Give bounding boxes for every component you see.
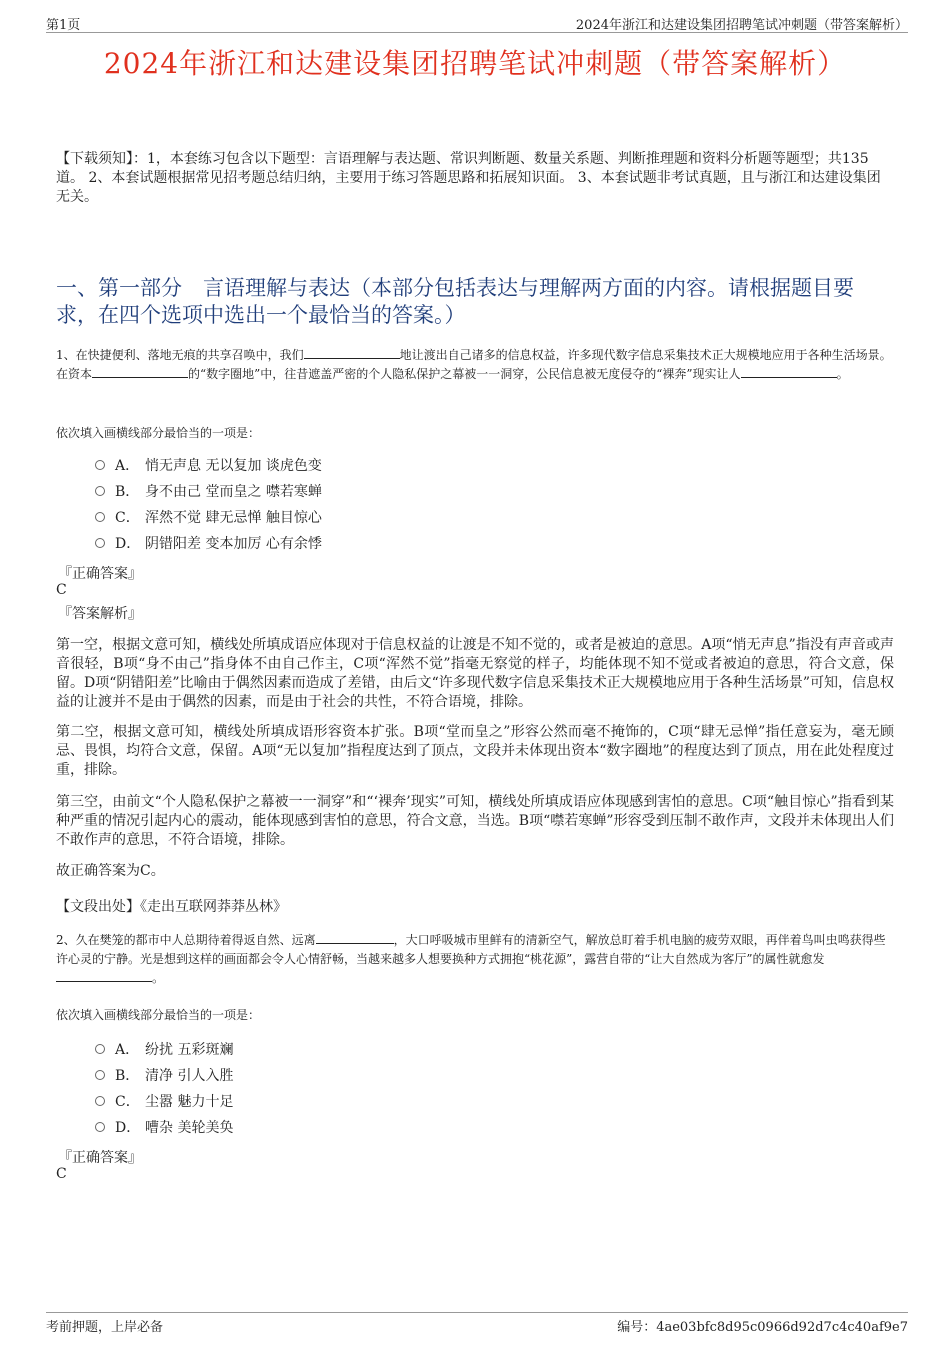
correct-answer: C (56, 1166, 67, 1182)
document-id: 编号：4ae03bfc8d95c0966d92d7c4c40af9e7 (617, 1320, 908, 1335)
footer-slogan: 考前押题，上岸必备 (46, 1320, 164, 1335)
option-d[interactable] (95, 531, 322, 557)
option-c[interactable] (95, 1089, 233, 1115)
document-title: 2024年浙江和达建设集团招聘笔试冲刺题（带答案解析） (103, 47, 847, 80)
option-a[interactable] (95, 453, 322, 479)
question-2-part-1: 2、久在樊笼的都市中人总期待着得返自然、远离 (56, 933, 316, 947)
question-1-text (56, 346, 894, 384)
question-1-options (95, 453, 322, 557)
fill-blank (741, 365, 837, 378)
section-heading: 一、第一部分 言语理解与表达（本部分包括表达与理解两方面的内容。请根据题目要求，在四个选项中选出一个最恰当的答案。） (56, 276, 854, 327)
option-letter: B． (115, 1068, 140, 1084)
radio-icon[interactable] (95, 460, 105, 470)
option-letter: A． (115, 458, 140, 474)
analysis-conclusion: 故正确答案为C。 (56, 863, 165, 879)
radio-icon[interactable] (95, 1044, 105, 1054)
option-letter: D． (115, 1120, 141, 1136)
option-text: 纷扰 五彩斑斓 (145, 1042, 234, 1058)
option-text: 清净 引人入胜 (145, 1068, 234, 1084)
option-letter: D． (115, 536, 141, 552)
option-text: 身不由己 堂而皇之 噤若寒蝉 (145, 484, 322, 500)
option-b[interactable] (95, 1063, 233, 1089)
fill-blank (92, 365, 188, 378)
analysis-paragraph-2: 第二空，根据文意可知，横线处所填成语形容资本扩张。B项“堂而皇之”形容公然而毫不掩饰的，C项“肆无忌惮”指任意妄为，毫无顾忌、畏惧，均符合文意，保留。A项“无以复加”指程度达到了顶点，文段并未体现出资本“数字圈地”的程度达到了顶点，用在此处程度过重，排除。 (56, 724, 894, 778)
analysis-label: 『答案解析』 (58, 606, 142, 622)
option-text: 嘈杂 美轮美奂 (145, 1120, 234, 1136)
question-2-prompt: 依次填入画横线部分最恰当的一项是： (56, 1008, 261, 1022)
fill-blank (316, 931, 394, 944)
question-1-prompt: 依次填入画横线部分最恰当的一项是： (56, 426, 261, 440)
radio-icon[interactable] (95, 512, 105, 522)
page-number: 第1页 (46, 18, 81, 33)
option-a[interactable] (95, 1037, 233, 1063)
radio-icon[interactable] (95, 486, 105, 496)
option-letter: B． (115, 484, 140, 500)
option-text: 尘嚣 魅力十足 (145, 1094, 234, 1110)
download-notice: 【下载须知】：1，本套练习包含以下题型：言语理解与表达题、常识判断题、数量关系题、判断推理题和资料分析题等题型；共135道。 2、本套试题根据常见招考题总结归纳，主要用于练习答题思路和拓展知识面。 3、本套试题非考试真题，且与浙江和达建设集团无关。 (56, 151, 881, 205)
question-1-part-4: 。 (836, 367, 849, 381)
option-letter: C． (115, 510, 140, 526)
radio-icon[interactable] (95, 1096, 105, 1106)
fill-blank (304, 346, 400, 359)
passage-source: 【文段出处】《走出互联网莽莽丛林》 (56, 899, 287, 915)
option-d[interactable] (95, 1115, 233, 1141)
option-c[interactable] (95, 505, 322, 531)
question-1-part-2: 地让渡出自己诸多的信息权益，许多现代数字信息采集技术正大规模地应用于各种生活场景。在资本 (56, 348, 892, 381)
analysis-paragraph-3: 第三空，由前文“个人隐私保护之幕被一一洞穿”和“‘裸奔’现实”可知，横线处所填成语应体现感到害怕的意思。C项“触目惊心”指看到某种严重的情况引起内心的震动，能体现感到害怕的意思，符合文意，当选。B项“噤若寒蝉”形容受到压制不敢作声，文段并未体现出人们不敢作声的意思，不符合语境，排除。 (56, 794, 894, 848)
analysis-paragraph-1: 第一空，根据文意可知，横线处所填成语应体现对于信息权益的让渡是不知不觉的，或者是被迫的意思。A项“悄无声息”指没有声音或声音很轻，B项“身不由己”指身体不由自己作主，C项“浑然不觉”指毫无察觉的样子，均能体现不知不觉或者被迫的意思，符合文意，保留。D项“阴错阳差”比喻由于偶然因素而造成了差错，由后文“许多现代数字信息采集技术正大规模地应用于各种生活场景”可知，信息权益的让渡并不是由于偶然的因素，而是由于社会的共性，不符合语境，排除。 (56, 637, 894, 710)
radio-icon[interactable] (95, 1122, 105, 1132)
option-text: 浑然不觉 肆无忌惮 触目惊心 (145, 510, 322, 526)
question-2-options (95, 1037, 233, 1141)
fill-blank (56, 969, 152, 982)
option-text: 悄无声息 无以复加 谈虎色变 (145, 458, 322, 474)
question-1-part-1: 1、在快捷便利、落地无痕的共享召唤中，我们 (56, 348, 304, 362)
correct-answer: C (56, 582, 67, 598)
question-2-part-2: ，大口呼吸城市里鲜有的清新空气，解放总盯着手机电脑的疲劳双眼，再伴着鸟叫虫鸣获得些许心灵的宁静。光是想到这样的画面都会令人心情舒畅，当越来越多人想要换种方式拥抱“桃花源”，露营自带的“让大自然成为客厅”的属性就愈发 (56, 933, 886, 966)
page-footer (46, 1312, 908, 1335)
option-b[interactable] (95, 479, 322, 505)
radio-icon[interactable] (95, 538, 105, 548)
question-1-part-3: 的“数字圈地”中，往昔遮盖严密的个人隐私保护之幕被一一洞穿，公民信息被无度侵夺的“裸奔”现实让人 (188, 367, 741, 381)
header-doc-title: 2024年浙江和达建设集团招聘笔试冲刺题（带答案解析） (575, 18, 908, 33)
question-2-part-3: 。 (152, 971, 165, 985)
question-2-text (56, 931, 894, 988)
option-letter: C． (115, 1094, 140, 1110)
answer-label: 『正确答案』 (58, 1150, 142, 1166)
option-letter: A． (115, 1042, 140, 1058)
option-text: 阴错阳差 变本加厉 心有余悸 (145, 536, 322, 552)
answer-label: 『正确答案』 (58, 566, 142, 582)
page-header (46, 12, 908, 33)
radio-icon[interactable] (95, 1070, 105, 1080)
